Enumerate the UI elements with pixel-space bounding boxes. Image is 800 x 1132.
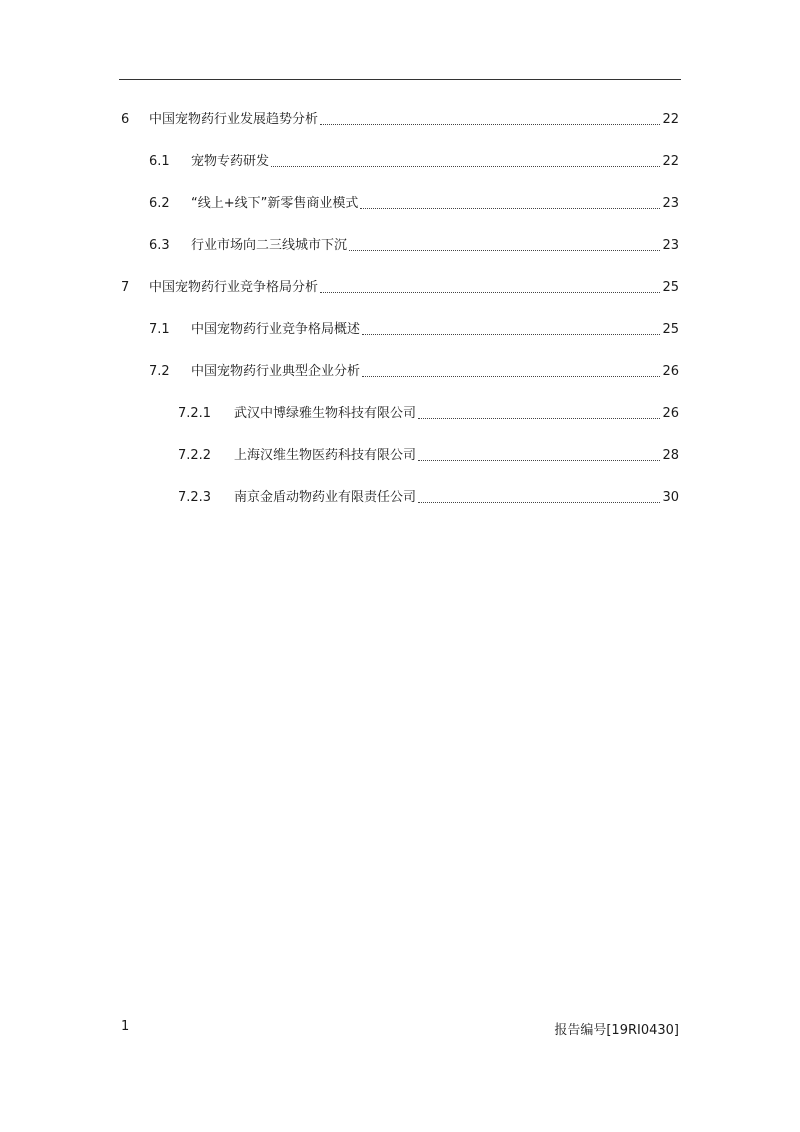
dot-leader — [418, 418, 660, 419]
toc-title: 宠物专药研发 — [191, 154, 270, 169]
toc-page: 28 — [662, 448, 679, 463]
toc-page: 22 — [662, 154, 679, 169]
toc-title: 上海汉维生物医药科技有限公司 — [234, 448, 417, 463]
footer-page-number: 1 — [121, 1019, 130, 1034]
toc-entry-7-1[interactable] — [149, 318, 679, 338]
dot-leader — [362, 334, 660, 335]
toc-number: 7.1 — [149, 322, 170, 337]
toc-entry-7-2-3[interactable] — [178, 486, 679, 506]
toc-number: 7.2.2 — [178, 448, 212, 463]
toc-title: 中国宠物药行业竞争格局分析 — [149, 280, 319, 295]
toc-entry-6-1[interactable] — [149, 150, 679, 170]
toc-number: 7.2 — [149, 364, 170, 379]
dot-leader — [362, 376, 660, 377]
toc-entry-6[interactable] — [121, 108, 679, 128]
toc-page: 22 — [662, 112, 679, 127]
toc-title: 中国宠物药行业发展趋势分析 — [149, 112, 319, 127]
toc-number: 7.2.3 — [178, 490, 212, 505]
toc-number: 6.2 — [149, 196, 170, 211]
toc-title: 中国宠物药行业竞争格局概述 — [191, 322, 361, 337]
toc-page: 30 — [662, 490, 679, 505]
dot-leader — [418, 460, 660, 461]
header-rule — [119, 79, 681, 80]
toc-title: 行业市场向二三线城市下沉 — [191, 238, 348, 253]
dot-leader — [320, 124, 660, 125]
toc-number: 7 — [121, 280, 130, 295]
toc-entry-6-2[interactable] — [149, 192, 679, 212]
toc-page: 23 — [662, 196, 679, 211]
toc-title: 中国宠物药行业典型企业分析 — [191, 364, 361, 379]
toc-page: 23 — [662, 238, 679, 253]
toc-page: 25 — [662, 322, 679, 337]
toc-entry-7-2-2[interactable] — [178, 444, 679, 464]
toc-title: 武汉中博绿雅生物科技有限公司 — [234, 406, 417, 421]
dot-leader — [271, 166, 660, 167]
toc-page: 25 — [662, 280, 679, 295]
toc-page: 26 — [662, 364, 679, 379]
dot-leader — [360, 208, 660, 209]
toc-page: 26 — [662, 406, 679, 421]
toc-entry-6-3[interactable] — [149, 234, 679, 254]
toc-title: 南京金盾动物药业有限责任公司 — [234, 490, 417, 505]
toc-number: 6.3 — [149, 238, 170, 253]
dot-leader — [320, 292, 660, 293]
toc-title: “线上+线下”新零售商业模式 — [191, 196, 359, 211]
toc-entry-7-2-1[interactable] — [178, 402, 679, 422]
dot-leader — [418, 502, 660, 503]
toc-number: 7.2.1 — [178, 406, 212, 421]
footer-report-id: 报告编号[19RI0430] — [554, 1023, 679, 1038]
toc-entry-7-2[interactable] — [149, 360, 679, 380]
dot-leader — [349, 250, 660, 251]
toc-number: 6 — [121, 112, 130, 127]
toc-entry-7[interactable] — [121, 276, 679, 296]
toc-number: 6.1 — [149, 154, 170, 169]
